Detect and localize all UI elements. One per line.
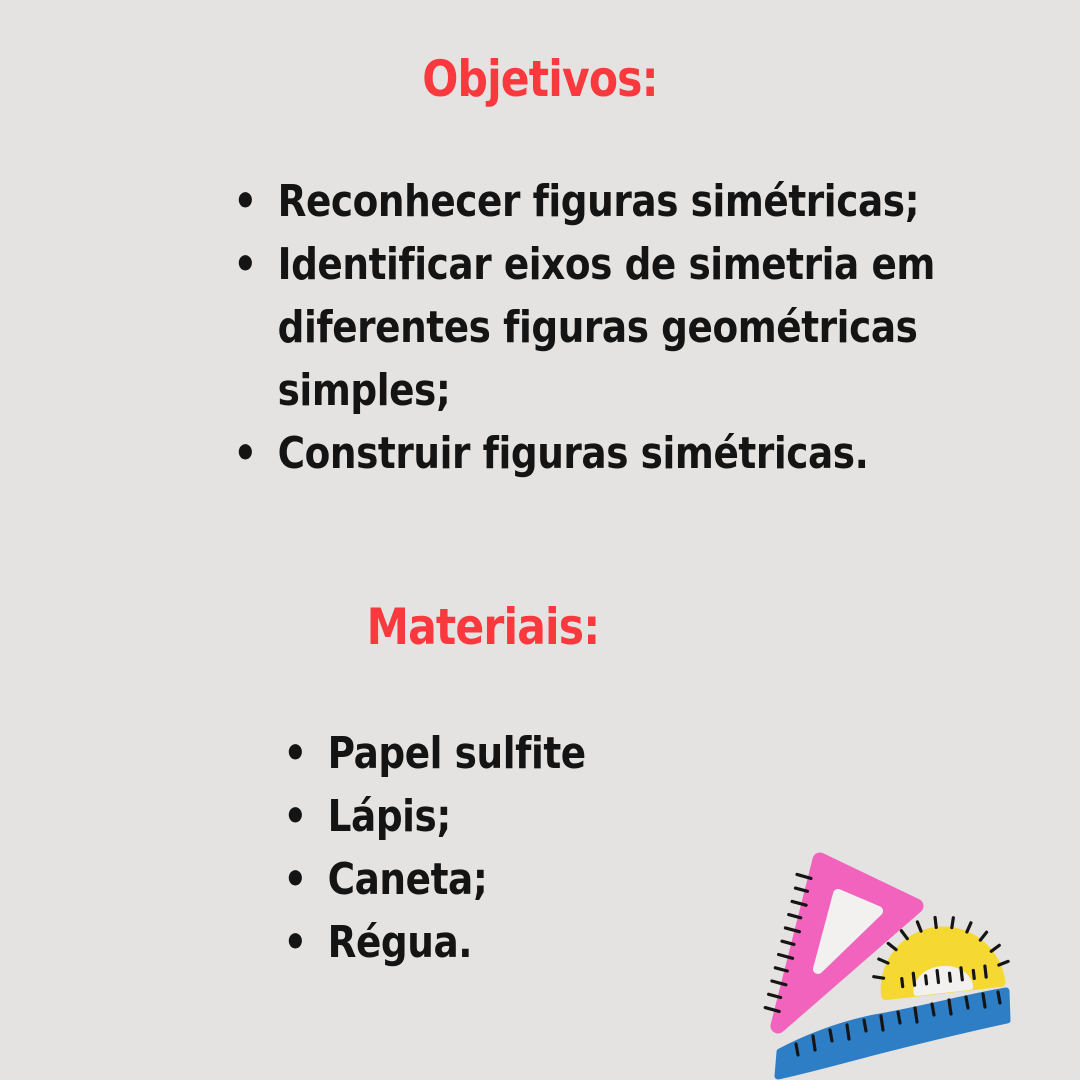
bullet-icon: • [283, 917, 307, 968]
list-item-text: Papel sulfite [327, 728, 586, 779]
list-item-continuation [230, 359, 910, 422]
list-item [280, 848, 790, 911]
list-item [230, 422, 910, 485]
bullet-icon: • [283, 854, 307, 905]
list-item-text: simples; [277, 365, 451, 416]
materiais-list [280, 722, 790, 974]
bullet-icon: • [283, 728, 307, 779]
list-item [230, 233, 935, 296]
drawing-tools-illustration [740, 830, 1080, 1080]
list-item [280, 911, 790, 974]
set-square-icon [765, 860, 916, 1026]
list-item-text: Caneta; [327, 854, 488, 905]
list-item-text: Reconhecer figuras simétricas; [277, 176, 920, 227]
list-item-text: Identificar eixos de simetria em [277, 239, 935, 290]
list-item-text: Régua. [327, 917, 473, 968]
list-item-text: Construir figuras simétricas. [277, 428, 869, 479]
materiais-heading: Materiais: [366, 598, 600, 656]
objetivos-heading: Objetivos: [422, 50, 658, 108]
bullet-icon: • [233, 239, 257, 290]
list-item-continuation [230, 296, 918, 359]
bullet-icon: • [283, 791, 307, 842]
list-item [280, 785, 790, 848]
list-item [280, 722, 790, 785]
bullet-icon: • [233, 176, 257, 227]
list-item [230, 170, 920, 233]
bullet-icon: • [233, 428, 257, 479]
list-item-text: diferentes figuras geométricas [277, 302, 918, 353]
list-item-text: Lápis; [327, 791, 451, 842]
objetivos-list [230, 170, 935, 485]
